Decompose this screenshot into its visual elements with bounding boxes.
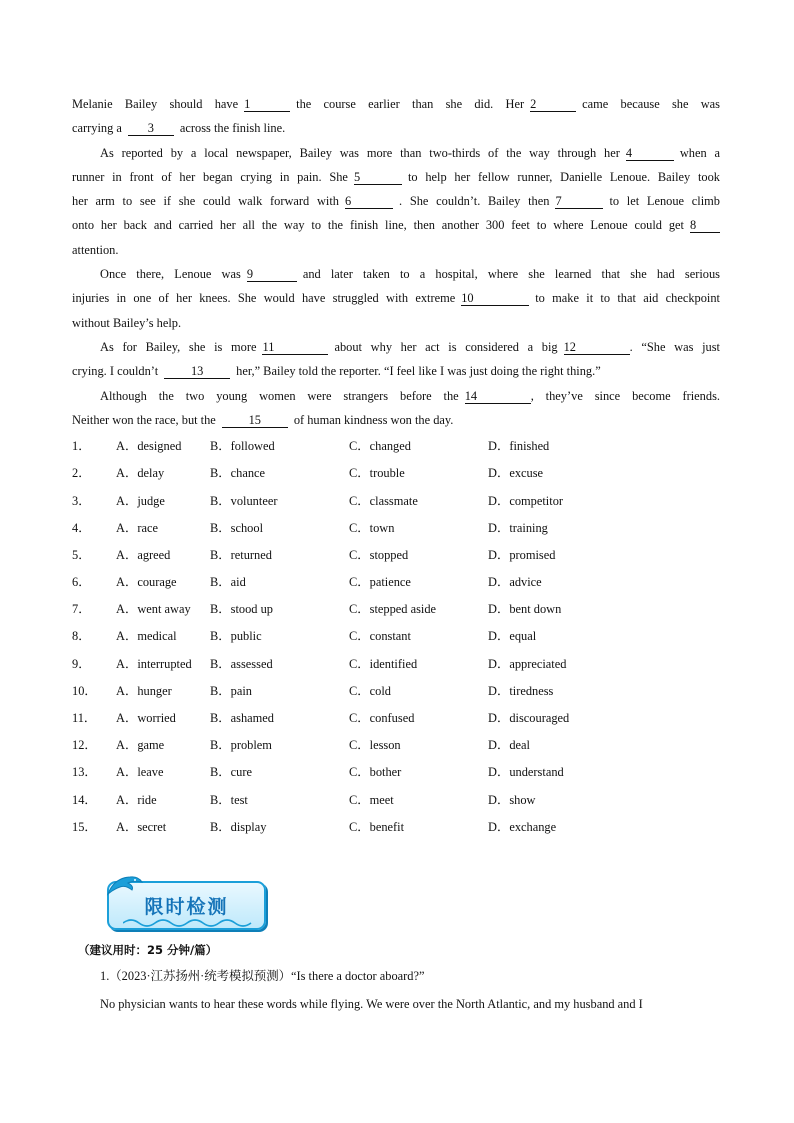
option-d: D．excuse <box>488 466 544 481</box>
blank-7: 7 <box>555 194 603 209</box>
option-b: B．public <box>210 629 262 644</box>
option-d: D．discouraged <box>488 711 570 726</box>
option-row: 6． A．courage B．aid C．patience D．advice <box>72 569 720 596</box>
blank-1: 1 <box>244 97 290 112</box>
option-c: C．benefit <box>349 819 405 834</box>
option-c: C．classmate <box>349 493 418 508</box>
passage-line: Melanie Bailey should have 1 the course earlier than she did. Her 2 came because she was <box>72 97 720 111</box>
option-b: B．returned <box>210 547 272 562</box>
passage-line: As for Bailey, she is more 11 about why her act is considered a big 12 . “She was just <box>100 339 720 354</box>
blank-12: 12 <box>564 340 630 355</box>
option-row: 1． A．designed B．followed C．changed D．finished <box>72 433 720 460</box>
passage-line: runner in front of her began crying in pain. She 5 to help her fellow runner, Danielle Lenoue. Bailey took <box>72 169 720 184</box>
option-row: 11． A．worried B．ashamed C．confused D．discouraged <box>72 705 720 732</box>
option-b: B．school <box>210 520 264 535</box>
option-row: 7． A．went away B．stood up C．stepped aside D．bent down <box>72 596 720 623</box>
passage-line: Once there, Lenoue was 9 and later taken to a hospital, where she learned that she had serious <box>100 267 720 282</box>
option-d: D．equal <box>488 629 537 644</box>
passage-line: crying. I couldn’t 13 her,” Bailey told the reporter. “I feel like I was just doing the right thing.” <box>72 364 601 379</box>
option-b: B．problem <box>210 738 272 753</box>
option-c: C．lesson <box>349 738 401 753</box>
option-d: D．bent down <box>488 602 562 617</box>
option-c: C．patience <box>349 575 411 590</box>
blank-5: 5 <box>354 170 402 185</box>
question-passage-line: No physician wants to hear these words while flying. We were over the North Atlantic, and my husband and I <box>100 997 643 1011</box>
option-row: 8． A．medical B．public C．constant D．equal <box>72 623 720 650</box>
option-b: B．followed <box>210 439 275 454</box>
option-b: B．stood up <box>210 602 273 617</box>
option-d: D．deal <box>488 738 530 753</box>
passage-line: attention. <box>72 242 119 257</box>
option-c: C．changed <box>349 439 411 454</box>
option-a: A．designed <box>116 439 182 454</box>
time-note: （建议用时：25 分钟/篇） <box>78 943 218 957</box>
passage-line: onto her back and carried her all the way to the finish line, then another 300 feet to where Lenoue could get 8 <box>72 213 720 237</box>
option-b: B．chance <box>210 466 266 481</box>
cloze-passage <box>72 92 720 841</box>
blank-15: 15 <box>222 413 288 428</box>
passage-line: her arm to see if she could walk forward with 6 . She couldn’t. Bailey then 7 to let Lenoue climb <box>72 194 721 209</box>
option-a: A．worried <box>116 711 176 726</box>
blank-4: 4 <box>626 146 674 161</box>
dolphin-icon <box>104 872 146 902</box>
option-c: C．stepped aside <box>349 602 437 617</box>
option-d: D．appreciated <box>488 656 567 671</box>
passage-line: Although the two young women were strangers before the 14 , they’ve since become friends. <box>100 388 720 403</box>
option-b: B．volunteer <box>210 493 278 508</box>
option-b: B．display <box>210 819 267 834</box>
blank-11: 11 <box>262 340 328 355</box>
blank-14: 14 <box>465 389 531 404</box>
option-d: D．show <box>488 792 536 807</box>
passage-line: carrying a 3 across the finish line. <box>72 121 286 136</box>
option-a: A．delay <box>116 466 165 481</box>
option-b: B．test <box>210 792 248 807</box>
blank-9: 9 <box>247 267 297 282</box>
wave-decoration-icon <box>123 917 253 929</box>
option-a: A．game <box>116 738 165 753</box>
option-c: C．confused <box>349 711 415 726</box>
option-d: D．finished <box>488 439 550 454</box>
blank-10: 10 <box>461 291 529 306</box>
option-a: A．courage <box>116 575 177 590</box>
blank-2: 2 <box>530 97 576 112</box>
option-a: A．ride <box>116 792 157 807</box>
option-a: A．went away <box>116 602 191 617</box>
options-list <box>72 433 720 841</box>
option-b: B．aid <box>210 575 246 590</box>
option-row: 10． A．hunger B．pain C．cold D．tiredness <box>72 678 720 705</box>
option-d: D．competitor <box>488 493 564 508</box>
option-c: C．town <box>349 520 395 535</box>
option-a: A．leave <box>116 765 164 780</box>
option-row: 12． A．game B．problem C．lesson D．deal <box>72 732 720 759</box>
option-a: A．hunger <box>116 683 172 698</box>
option-c: C．bother <box>349 765 402 780</box>
option-row: 4． A．race B．school C．town D．training <box>72 515 720 542</box>
option-d: D．advice <box>488 575 542 590</box>
option-a: A．agreed <box>116 547 171 562</box>
option-a: A．race <box>116 520 158 535</box>
option-a: A．medical <box>116 629 177 644</box>
option-c: C．identified <box>349 656 418 671</box>
blank-8: 8 <box>690 218 720 233</box>
option-d: D．exchange <box>488 819 557 834</box>
option-b: B．pain <box>210 683 252 698</box>
option-row: 2． A．delay B．chance C．trouble D．excuse <box>72 460 720 487</box>
option-d: D．promised <box>488 547 556 562</box>
banner-title: 限时检测 <box>144 896 229 918</box>
passage-line: injuries in one of her knees. She would have struggled with extreme 10 to make it to that aid checkpoint <box>72 291 720 306</box>
question-heading: 1.（2023·江苏扬州·统考模拟预测）“Is there a doctor aboard?” <box>100 969 425 983</box>
option-row: 15． A．secret B．display C．benefit D．exchange <box>72 814 720 841</box>
option-c: C．cold <box>349 683 391 698</box>
option-d: D．training <box>488 520 548 535</box>
option-a: A．secret <box>116 819 167 834</box>
blank-6: 6 <box>345 194 393 209</box>
blank-3: 3 <box>128 121 174 136</box>
option-d: D．understand <box>488 765 564 780</box>
passage-line: As reported by a local newspaper, Bailey was more than two-thirds of the way through her 4 when a <box>100 145 720 160</box>
passage-line: without Bailey’s help. <box>72 315 182 330</box>
option-c: C．stopped <box>349 547 409 562</box>
option-row: 13． A．leave B．cure C．bother D．understand <box>72 759 720 786</box>
option-b: B．assessed <box>210 656 273 671</box>
option-c: C．trouble <box>349 466 405 481</box>
option-row: 14． A．ride B．test C．meet D．show <box>72 787 720 814</box>
option-d: D．tiredness <box>488 683 554 698</box>
option-a: A．judge <box>116 493 165 508</box>
option-b: B．ashamed <box>210 711 275 726</box>
option-c: C．meet <box>349 792 394 807</box>
section-banner <box>104 872 264 930</box>
option-row: 5． A．agreed B．returned C．stopped D．promised <box>72 542 720 569</box>
option-b: B．cure <box>210 765 252 780</box>
option-a: A．interrupted <box>116 656 192 671</box>
passage-line: Neither won the race, but the 15 of human kindness won the day. <box>72 412 454 427</box>
option-row: 9． A．interrupted B．assessed C．identified D．appreciated <box>72 651 720 678</box>
option-c: C．constant <box>349 629 411 644</box>
option-row: 3． A．judge B．volunteer C．classmate D．competitor <box>72 488 720 515</box>
blank-13: 13 <box>164 364 230 379</box>
